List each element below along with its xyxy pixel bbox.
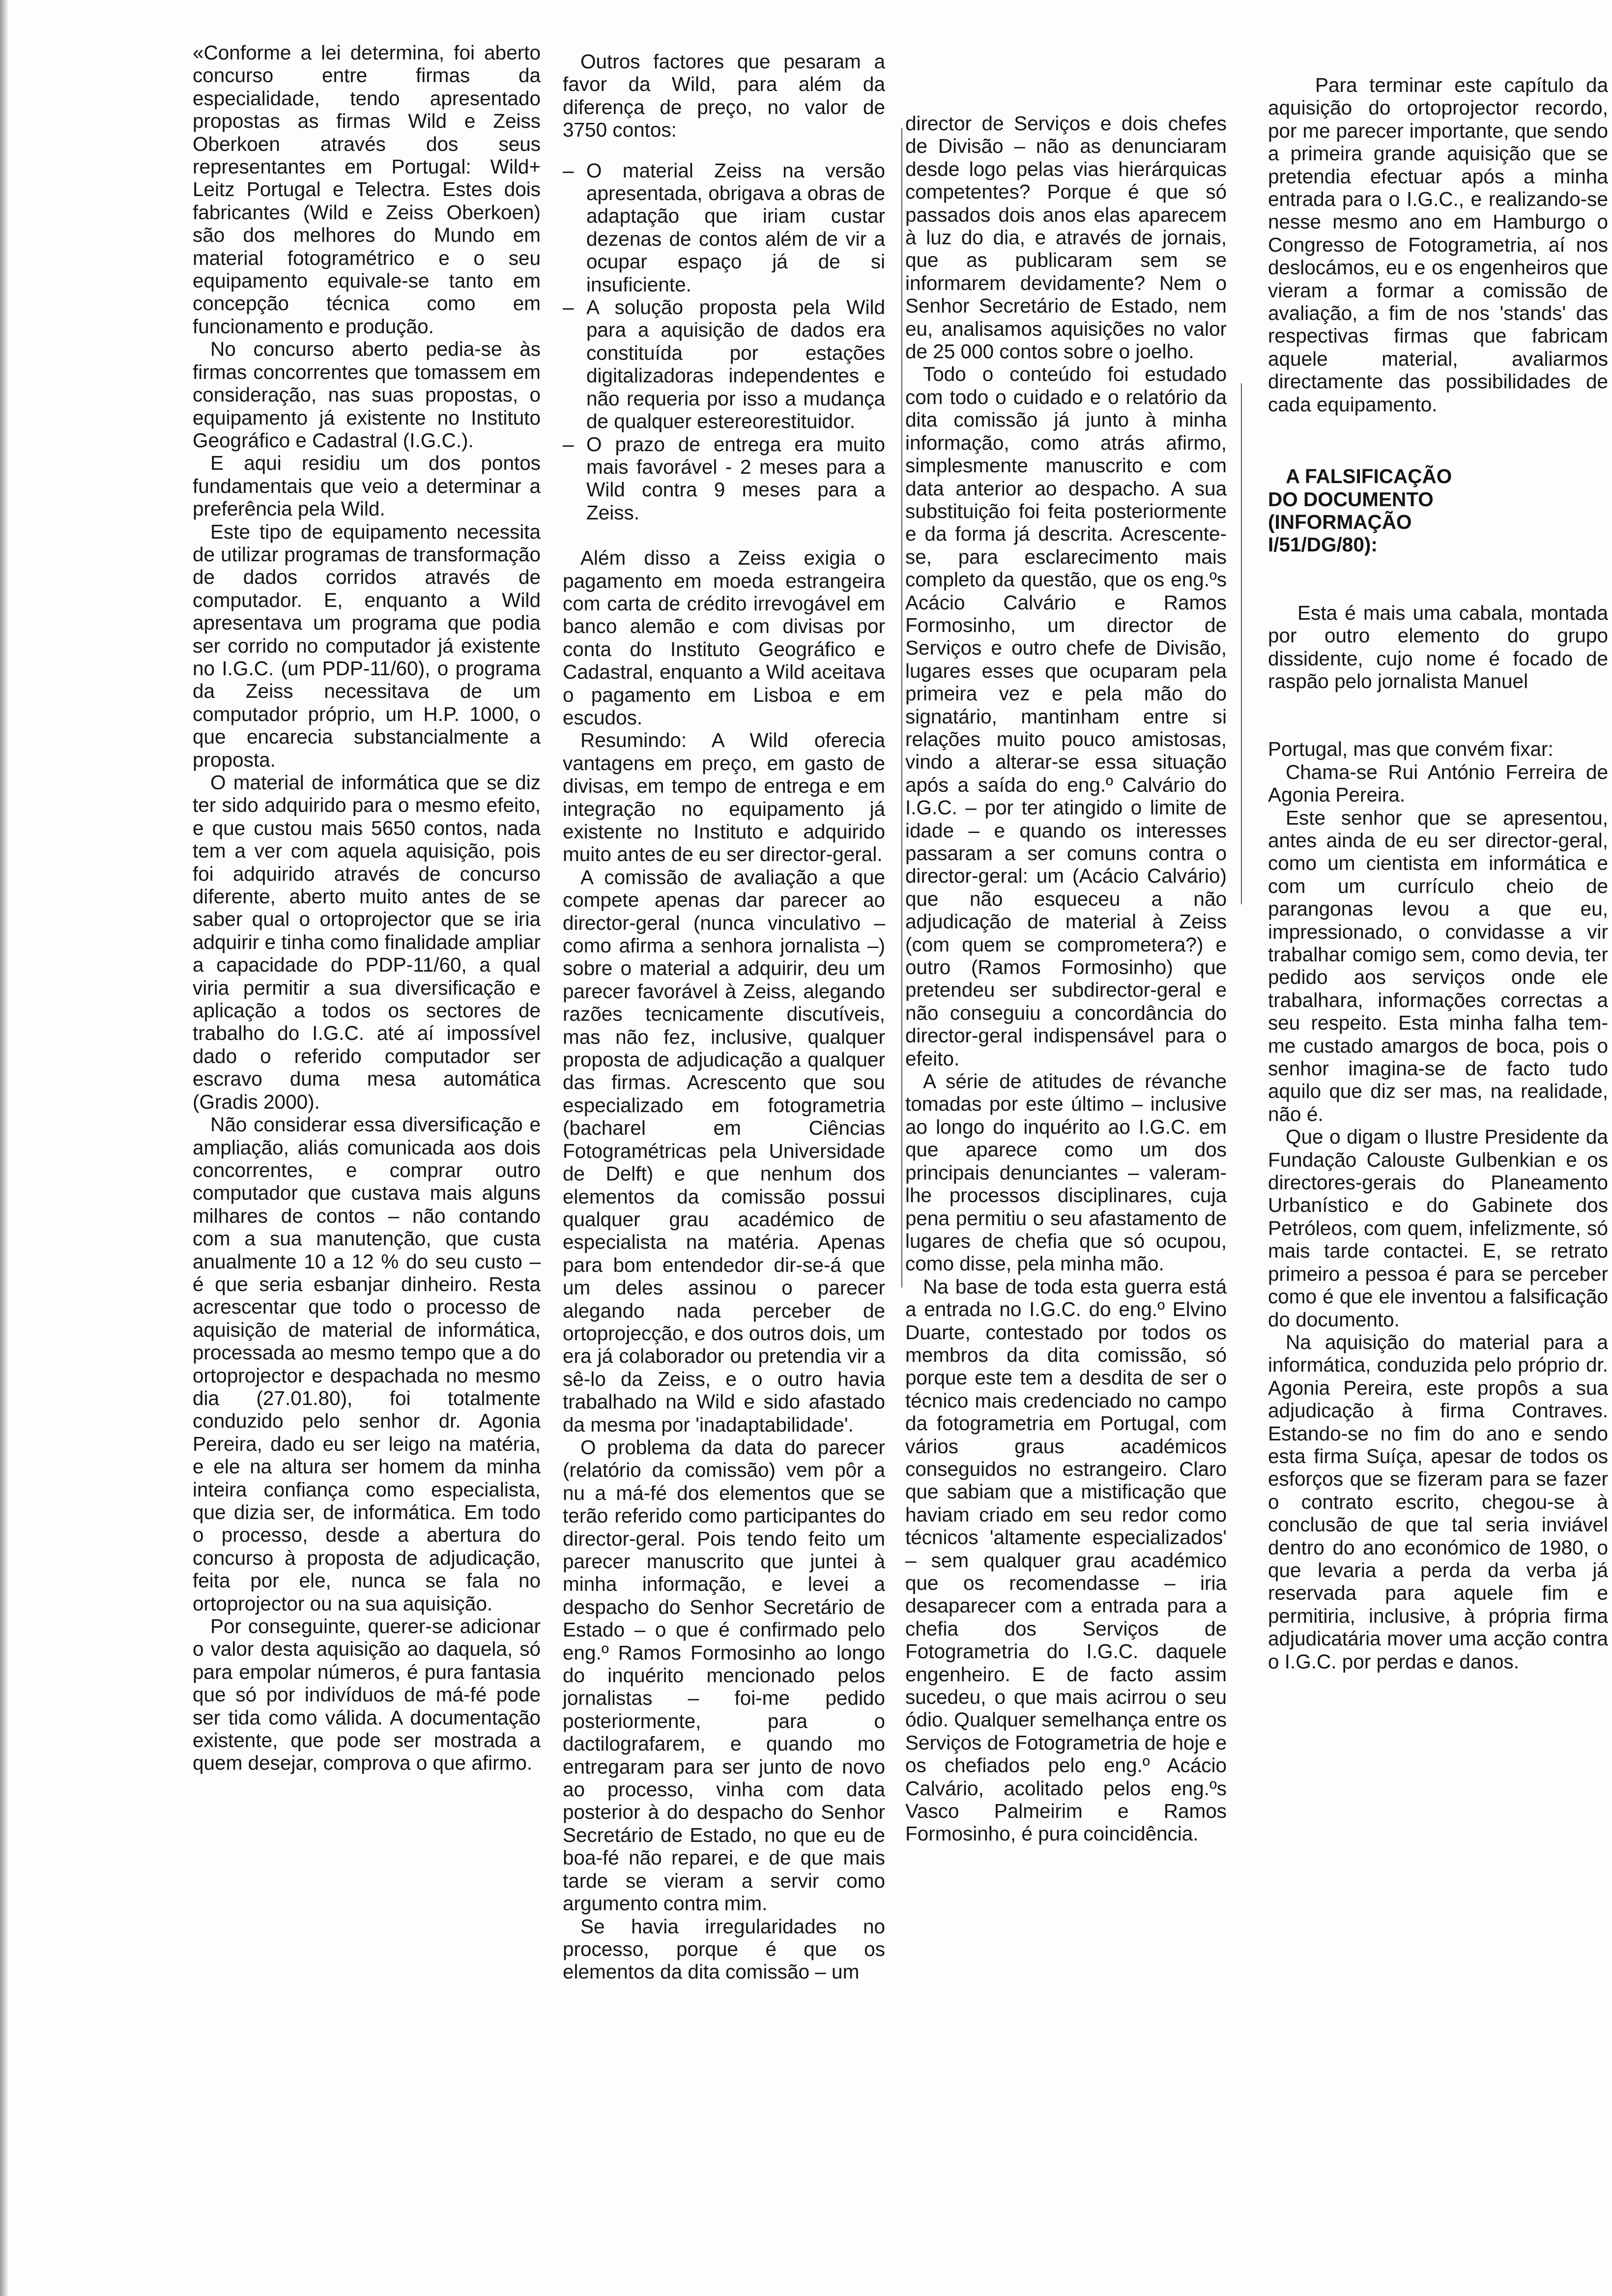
scan-edge-shadow (0, 0, 9, 2296)
col2-paragraph: O problema da data do parecer (relatório da comissão) vem pôr a nu a má-fé dos elementos que se terão referido como participantes do director-geral. Pois tendo feito um parecer manuscrito que juntei à minha informação, e levei a despacho do Senhor Secretário de Estado – o que é confirmado pelo eng.º Ramos Formosinho ao longo do inquérito mencionado pelos jornalistas – foi-me pedido posteriormente, para o dactilografarem, e quando mo entregaram para ser junto de novo ao processo, vinha com data posterior à do despacho do Senhor Secretário de Estado, no que eu de boa-fé não reparei, e de que mais tarde se vieram a servir como argumento contra mim. (563, 1435, 885, 1915)
col2-bullet-item: – A solução proposta pela Wild para a aquisição de dados era constituída por estações digitalizadoras independentes e não requeria por isso a mudança de qualquer estereorestituidor. (563, 296, 885, 433)
section-heading: A FALSIFICAÇÃO DO DOCUMENTO (INFORMAÇÃO I/51/DG/80): (1268, 465, 1452, 556)
col4-paragraph: Chama-se Rui António Ferreira de Agonia Pereira. (1268, 760, 1608, 806)
column-3 (905, 112, 1227, 1845)
column-rule (901, 128, 902, 1288)
col3-paragraph: A série de atitudes de révanche tomadas por este último – inclusive ao longo do inquérito ao I.G.C. em que aparece como um dos principais denunciantes – valeram-lhe processos disciplinares, cuja pena permitiu o seu afastamento de lugares de chefia que só ocupou, como disse, pela minha mão. (905, 1070, 1227, 1275)
col1-paragraph: Não considerar essa diversificação e ampliação, aliás comunicada aos dois concorrentes, e comprar outro computador que custava mais alguns milhares de contos – não contando com a sua manutenção, que custa anualmente 10 a 12 % do seu custo – é que seria esbanjar dinheiro. Resta acrescentar que todo o processo de aquisição de material de informática, processada ao mesmo tempo que a do ortoprojector e despachada no mesmo dia (27.01.80), foi totalmente conduzido pelo senhor dr. Agonia Pereira, dado eu ser leigo na matéria, e ele na altura ser homem da minha inteira confiança como especialista, que dizia ser, de informática. Em todo o processo, desde a abertura do concurso à proposta de adjudicação, feita por ele, nunca se fala no ortoprojector ou na sua aquisição. (193, 1113, 541, 1615)
col4-paragraph: Na aquisição do material para a informática, conduzida pelo próprio dr. Agonia Pereira, este propôs a sua adjudicação à firma Contraves. Estando-se no fim do ano e sendo esta firma Suíça, apesar de todos os esforços que se fizeram para se fazer o contrato escrito, chegou-se à conclusão de que tal seria inviável dentro do ano económico de 1980, o que levaria a perda da verba já reservada para aquele fim e permitiria, inclusive, à própria firma adjudicatária mover uma acção contra o I.G.C. por perdas e danos. (1268, 1330, 1608, 1673)
col2-paragraph: Resumindo: A Wild oferecia vantagens em preço, em gasto de divisas, em tempo de entrega e em integração no equipamento já existente no Instituto e adquirido muito antes de eu ser director-geral. (563, 729, 885, 866)
col4-paragraph: Que o digam o Ilustre Presidente da Fundação Calouste Gulbenkian e os directores-gerais do Planeamento Urbanístico e do Gabinete dos Petróleos, com quem, infelizmente, só mais tarde contactei. E, se retrato primeiro a pessoa é para se perceber como é que ele inventou a falsificação do documento. (1268, 1125, 1608, 1331)
col4-intro: Esta é mais uma cabala, montada por outro elemento do grupo dissidente, cujo nome é focado de raspão pelo jornalista Manuel (1268, 601, 1608, 692)
col2-paragraph: Além disso a Zeiss exigia o pagamento em moeda estrangeira com carta de crédito irrevogável em banco alemão e com divisas por conta do Instituto Geográfico e Cadastral, enquanto a Wild aceitava o pagamento em Lisboa e em escudos. (563, 546, 885, 729)
col4-paragraph: Portugal, mas que convém fixar: (1268, 738, 1554, 761)
col2-paragraph: Se havia irregularidades no processo, porque é que os elementos da dita comissão – um (563, 1915, 885, 1983)
col2-paragraph: A comissão de avaliação a que compete apenas dar parecer ao director-geral (nunca vinculativo – como afirma a senhora jornalista –) sobre o material a adquirir, deu um parecer favorável à Zeiss, alegando razões tecnicamente discutíveis, mas não fez, inclusive, qualquer proposta de adjudicação a qualquer das firmas. Acrescento que sou especializado em fotogrametria (bacharel em Ciências Fotogramétricas pela Universidade de Delft) e que nenhum dos elementos da comissão possui qualquer grau académico de especialista na matéria. Apenas para bom entendedor dir-se-á que um deles assinou o parecer alegando nada perceber de ortoprojecção, e dos outros dois, um era já colaborador ou pretendia vir a sê-lo da Zeiss, e o outro havia trabalhado na Wild e sido afastado da mesma por 'inadaptabilidade'. (563, 865, 885, 1436)
col3-paragraph: Na base de toda esta guerra está a entrada no I.G.C. do eng.º Elvino Duarte, contestado por todos os membros da dita comissão, só porque este tem a desdita de ser o técnico mais credenciado no campo da fotogrametria em Portugal, com vários graus académicos conseguidos no estrangeiro. Claro que sabiam que a mistificação que haviam criado em seu redor como técnicos 'altamente especializados' – sem qualquer grau académico que os recomendasse – iria desaparecer com a entrada para a chefia dos Serviços de Fotogrametria do I.G.C. daquele engenheiro. E de facto assim sucedeu, o que mais acirrou o seu ódio. Qualquer semelhança entre os Serviços de Fotogrametria de hoje e os chefiados pelo eng.º Acácio Calvário, acolitado pelos eng.ºs Vasco Palmeirim e Ramos Formosinho, é pura coincidência. (905, 1275, 1227, 1845)
column-rule (1241, 383, 1242, 904)
col1-paragraph: Por conseguinte, querer-se adicionar o valor desta aquisição ao daquela, só para empolar números, é pura fantasia que só por indivíduos de má-fé pode ser tida como válida. A documentação existente, que pode ser mostrada a quem desejar, comprova o que afirmo. (193, 1615, 541, 1775)
col1-paragraph: No concurso aberto pedia-se às firmas concorrentes que tomassem em consideração, nas suas propostas, o equipamento já existente no Instituto Geográfico e Cadastral (I.G.C.). (193, 338, 541, 452)
col3-paragraph: director de Serviços e dois chefes de Divisão – não as denunciaram desde logo pelas vias hierárquicas competentes? Porque é que só passados dois anos elas aparecem à luz do dia, e através de jornais, que as publicaram sem se informarem devidamente? Nem o Senhor Secretário de Estado, nem eu, analisamos aquisições no valor de 25 000 contos sobre o joelho. (905, 112, 1227, 363)
col1-paragraph: «Conforme a lei determina, foi aberto concurso entre firmas da especialidade, tendo apresentado propostas as firmas Wild e Zeiss Oberkoen através dos seus representantes em Portugal: Wild+ Leitz Portugal e Telectra. Estes dois fabricantes (Wild e Zeiss Oberkoen) são dos melhores do Mundo em material fotogramétrico e o seu equipamento equivale-se tanto em concepção técnica como em funcionamento e produção. (193, 41, 541, 338)
col2-bullet-list (563, 159, 885, 524)
col1-paragraph: E aqui residiu um dos pontos fundamentais que veio a determinar a preferência pela Wild. (193, 452, 541, 520)
column-1 (193, 41, 541, 1775)
col2-bullet-item: – O prazo de entrega era muito mais favorável - 2 meses para a Wild contra 9 meses para a Zeiss. (563, 432, 885, 524)
col2-bullet-item: – O material Zeiss na versão apresentada, obrigava a obras de adaptação que iriam custar dezenas de contos além de vir a ocupar espaço já de si insuficiente. (563, 159, 885, 296)
col1-paragraph: O material de informática que se diz ter sido adquirido para o mesmo efeito, e que custou mais 5650 contos, nada tem a ver com aquela aquisição, pois foi adquirido através de concurso diferente, aberto muito antes de se saber qual o ortoprojector que se iria adquirir e tinha como finalidade ampliar a capacidade do PDP-11/60, a qual viria permitir a sua diversificação e aplicação a todos os sectores de trabalho do I.G.C. até aí impossível dado o referido computador ser escravo duma mesa automática (Gradis 2000). (193, 771, 541, 1113)
col1-paragraph: Este tipo de equipamento necessita de utilizar programas de transformação de dados corridos através de computador. E, enquanto a Wild apresentava um programa que podia ser corrido no computador já existente no I.G.C. (um PDP-11/60), o programa da Zeiss necessitava de um computador próprio, um H.P. 1000, o que encarecia substancialmente a proposta. (193, 520, 541, 771)
column-2 (563, 50, 885, 1983)
column-4 (1268, 74, 1608, 1673)
col3-paragraph: Todo o conteúdo foi estudado com todo o cuidado e o relatório da dita comissão já junto à minha informação, como atrás afirmo, simplesmente manuscrito e com data anterior ao despacho. A sua substituição foi feita posteriormente e da forma já descrita. Acrescente-se, para esclarecimento mais completo da questão, que os eng.ºs Acácio Calvário e Ramos Formosinho, um director de Serviços e outro chefe de Divisão, lugares esses que ocuparam pela primeira vez e pela mão do signatário, mantinham entre si relações muito pouco amistosas, vindo a alterar-se essa situação após a saída do eng.º Calvário do I.G.C. – por ter atingido o limite de idade – e quando os interesses passaram a ser comuns contra o director-geral: um (Acácio Calvário) que não esqueceu a não adjudicação de material à Zeiss (com quem se comprometera?) e outro (Ramos Formosinho) que pretendeu ser subdirector-geral e não conseguiu a concordância do director-geral indispensável para o efeito. (905, 363, 1227, 1070)
col4-paragraph: Este senhor que se apresentou, antes ainda de eu ser director-geral, como um cientista em informática e com um currículo cheio de parangonas levou a que eu, impressionado, o convidasse a vir trabalhar comigo sem, como devia, ter pedido aos serviços onde ele trabalhara, informações correctas a seu respeito. Esta minha falha tem-me custado amargos de boca, pois o senhor imagina-se de facto tudo aquilo que diz ser mas, na realidade, não é. (1268, 806, 1608, 1125)
col2-intro: Outros factores que pesaram a favor da Wild, para além da diferença de preço, no valor de 3750 contos: (563, 50, 885, 142)
col4-top-paragraph: Para terminar este capítulo da aquisição do ortoprojector recordo, por me parecer importante, que sendo a primeira grande aquisição que se pretendia efectuar após a minha entrada para o I.G.C., e realizando-se nesse mesmo ano em Hamburgo o Congresso de Fotogrametria, aí nos deslocámos, eu e os engenheiros que vieram a formar a comissão de avaliação, a fim de nos 'stands' das respectivas firmas que fabricam aquele material, avaliarmos directamente das possibilidades de cada equipamento. (1268, 74, 1608, 416)
